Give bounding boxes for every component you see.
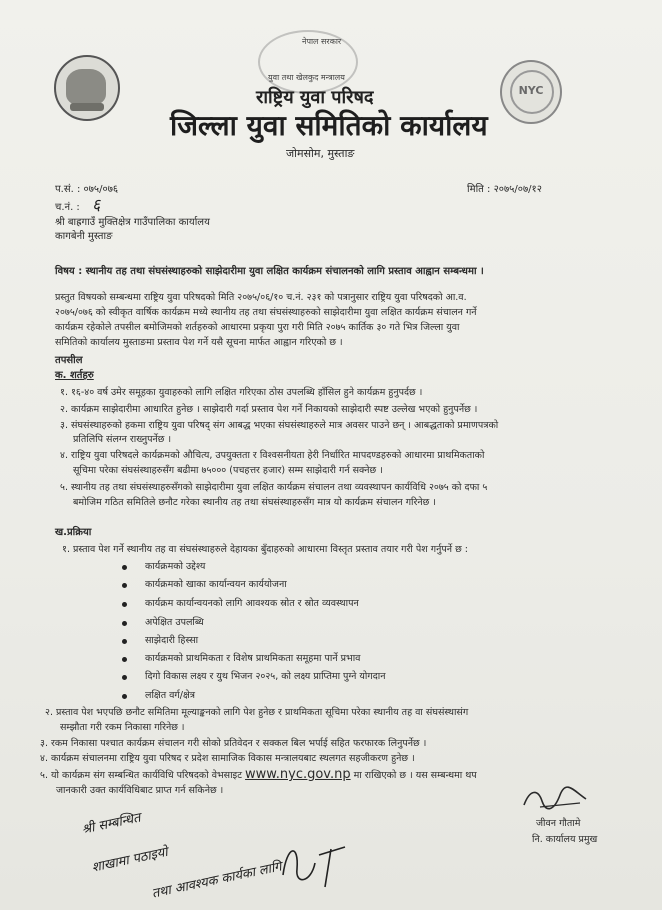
condition-3: ३. संघसंस्थाहरुको हकमा राष्ट्रिय युवा परिषद् संग आबद्ध भएका संघसंस्थाहरुले मात्र अवसर पाउने छन् । आबद्धताको प्रमाणपत्रको <box>60 420 499 431</box>
handwritten-note-line-1: श्री सम्बन्धित <box>80 810 142 838</box>
signatory-name: जीवन गौतामे <box>536 818 581 829</box>
gov-line-1: नेपाल सरकार <box>302 37 342 46</box>
condition-4: ४. राष्ट्रिय युवा परिषदले कार्यक्रमको औचित्य, उपयुक्तता र विश्वसनीयता हेरी निर्धारित मापदण्डहरुको आधारमा प्राथमिकताको <box>60 450 485 461</box>
bullet-dot <box>122 565 127 570</box>
process-item-2-cont: सम्झौता गरी रकम निकासा गरिनेछ । <box>60 722 185 733</box>
handwritten-initials-icon <box>275 835 355 895</box>
signature-icon <box>520 785 590 815</box>
process-item-5-text: ५. यो कार्यक्रम संग सम्बन्धित कार्यविधि परिषदको वेभसाइट <box>40 770 243 781</box>
process-item-5-after: मा राखिएको छ । यस सम्बन्धमा थप <box>353 770 477 781</box>
subject-line: विषय : स्थानीय तह तथा संघसंस्थाहरुको साझेदारीमा युवा लक्षित कार्यक्रम संचालनको लागि प्रस्ताव आह्वान सम्बन्धमा । <box>55 266 484 277</box>
process-bullet-7: दिगो विकास लक्ष्य र युथ भिजन २०२५, को लक्ष्य प्राप्तिमा पुग्ने योगदान <box>145 671 386 682</box>
intro-line-4: समितिको कार्यालय मुस्ताङमा प्रस्ताव पेश गर्ने यसै सूचना मार्फत आह्वान गरिएको छ । <box>55 337 343 348</box>
bullet-dot <box>122 621 127 626</box>
process-bullet-8: लक्षित वर्ग/क्षेत्र <box>145 690 196 701</box>
process-item-5-cont: जानकारी उक्त कार्यविधिबाट प्राप्त गर्न सकिनेछ । <box>56 785 224 796</box>
process-bullet-6: कार्यक्रमको प्राथमिकता र विशेष प्राथमिकता समूहमा पार्ने प्रभाव <box>145 653 361 664</box>
bullet-dot <box>122 657 127 662</box>
condition-5: ५. स्थानीय तह तथा संघसंस्थाहरुसँगको साझेदारीमा युवा लक्षित कार्यक्रम संचालन तथा व्यवस्थापन कार्यविधि २०७५ को दफा ५ <box>60 482 488 493</box>
process-item-4: ४. कार्यक्रम संचालनमा राष्ट्रिय युवा परिषद र प्रदेश सामाजिक विकास मन्त्रालयबाट स्थलगत सहजीकरण हुनेछ । <box>40 753 415 764</box>
process-item-3: ३. रकम निकासा पश्चात कार्यक्रम संचालन गरी सोको प्रतिवेदन र सक्कल बिल भर्पाई सहित फरफारक लिनुपर्नेछ । <box>40 738 427 749</box>
process-item-5 <box>40 767 477 782</box>
patra-sankhya: प.सं. : ०७५/०७६ <box>55 184 119 195</box>
letter-date: मिति : २०७५/०७/१२ <box>467 184 542 195</box>
process-bullet-3: कार्यक्रम कार्यान्वयनको लागि आवश्यक स्रोत र स्रोत व्यवस्थापन <box>145 598 359 609</box>
bullet-dot <box>122 583 127 588</box>
condition-2: २. कार्यक्रम साझेदारीमा आधारित हुनेछ । साझेदारी गर्दा प्रस्ताव पेश गर्ने निकायको साझेदारी स्पष्ट उल्लेख भएको हुनुपर्नेछ । <box>60 404 478 415</box>
bullet-dot <box>122 675 127 680</box>
nyc-website-link[interactable]: www.nyc.gov.np <box>245 767 351 782</box>
nyc-logo-text: NYC <box>518 84 544 97</box>
intro-line-3: कार्यक्रम रहेकोले तपसील बमोजिमको शर्तहरुको आधारमा प्रकृया पुरा गरी मिति २०७५ कार्तिक ३० गते भित्र जिल्ला युवा <box>55 322 460 333</box>
chalani-number-label: च.नं. : <box>55 202 80 213</box>
bullet-dot <box>122 694 127 699</box>
condition-4-cont: सूचिमा परेका संघसंस्थाहरुसँग बढीमा ७५००० (पचहत्तर हजार) सम्म साझेदारी गर्न सक्नेछ । <box>73 465 383 476</box>
condition-1: १. १६-४० वर्ष उमेर समूहका युवाहरुको लागि लक्षित गरिएका ठोस उपलब्धि हाँसिल हुने कार्यक्रम हुनुपर्दछ । <box>60 387 423 398</box>
process-bullet-1: कार्यक्रमको उद्देश्य <box>145 561 206 572</box>
council-name: राष्ट्रिय युवा परिषद <box>256 87 374 108</box>
bullet-dot <box>122 602 127 607</box>
tapsil-heading: तपसील <box>55 355 83 366</box>
handwritten-note-line-2: शाखामा पठाइयो <box>90 844 170 876</box>
process-bullet-4: अपेक्षित उपलब्धि <box>145 617 204 628</box>
process-item-2: २. प्रस्ताव पेश भएपछि छनौट समितिमा मूल्याङ्कनको लागि पेश हुनेछ र प्राथमिकता सूचिमा परेका स्थानीय तह वा संघसंस्थासंग <box>45 707 469 718</box>
gov-line-2: युवा तथा खेलकुद मन्त्रालय <box>268 73 345 82</box>
process-item-1: १. प्रस्ताव पेश गर्ने स्थानीय तह वा संघसंस्थाहरुले देहायका बुँदाहरुको आधारमा विस्तृत प्रस्ताव तयार गरी पेश गर्नुपर्ने छ : <box>62 544 468 555</box>
handwritten-note-line-3: तथा आवश्यक कार्यका लागि <box>150 859 284 902</box>
intro-line-1: प्रस्तुत विषयको सम्बन्धमा राष्ट्रिय युवा परिषदको मिति २०७५/०६/१० च.नं. २३१ को पत्रानुसार राष्ट्रिय युवा परिषदको आ.व. <box>55 292 467 303</box>
chalani-number-value: ६ <box>92 195 101 214</box>
nyc-logo-icon <box>500 60 562 124</box>
condition-3-cont: प्रतिलिपि संलग्न राख्नुपर्नेछ । <box>73 434 172 445</box>
government-emblem-icon <box>54 55 120 121</box>
process-heading: ख.प्रक्रिया <box>55 527 92 538</box>
bullet-dot <box>122 639 127 644</box>
process-bullet-2: कार्यक्रमको खाका कार्यान्वयन कार्ययोजना <box>145 579 287 590</box>
signatory-title: नि. कार्यालय प्रमुख <box>532 834 598 845</box>
intro-line-2: २०७५/०७६ को स्वीकृत वार्षिक कार्यक्रम मध्ये स्थानीय तह तथा संघसंस्थाहरुको साझेदारीमा युवा लक्षित कार्यक्रम संचालन गर्ने <box>55 307 477 318</box>
recipient-line-1: श्री बाह्रगाउँ मुक्तिक्षेत्र गाउँपालिका कार्यालय <box>55 217 210 228</box>
conditions-heading: क. शर्तहरु <box>55 370 94 381</box>
office-name: जिल्ला युवा समितिको कार्यालय <box>170 109 488 142</box>
condition-5-cont: बमोजिम गठित समितिले छनौट गरेका स्थानीय तह तथा संघसंस्थाहरुसँग मात्र यो कार्यक्रम संचालन गरिनेछ । <box>73 497 436 508</box>
process-bullet-5: साझेदारी हिस्सा <box>145 635 199 646</box>
office-location: जोमसोम, मुस्ताङ <box>286 147 355 160</box>
recipient-line-2: कागबेनी मुस्ताङ <box>55 231 113 242</box>
